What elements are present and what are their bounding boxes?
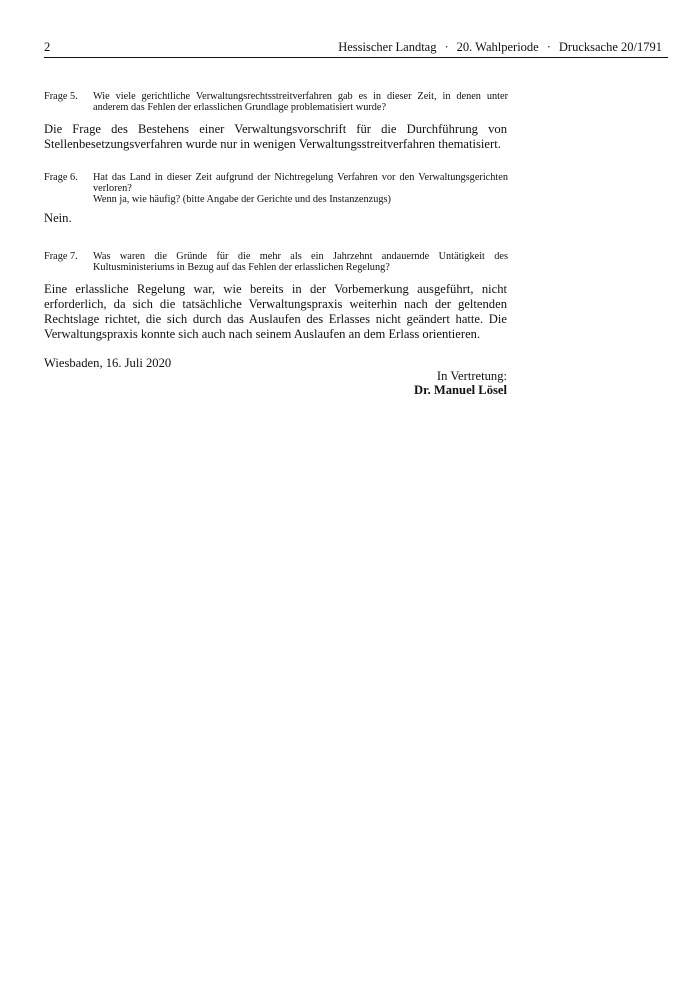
- question-text: Was waren die Gründe für die mehr als ein Jahrzehnt andauernde Untätigkeit des Kultusministeriums in Bezug auf das Fehlen der erlasslichen Regelung?: [93, 251, 508, 273]
- question-5: [44, 91, 508, 113]
- on-behalf-label: In Vertretung:: [436, 369, 507, 383]
- signatory-name: Dr. Manuel Lösel: [414, 383, 507, 397]
- electoral-period: 20. Wahlperiode: [456, 40, 539, 54]
- question-label: Frage 5.: [44, 91, 78, 102]
- signature-block: [300, 369, 507, 397]
- question-7: [44, 251, 508, 273]
- question-text-followup: Wenn ja, wie häufig? (bitte Angabe der Gerichte und des Instanzenzugs): [93, 194, 391, 205]
- place-date: Wiesbaden, 16. Juli 2020: [44, 356, 172, 370]
- printed-matter-number: Drucksache 20/1791: [558, 40, 662, 54]
- question-label: Frage 6.: [44, 172, 78, 183]
- answer-5: Die Frage des Bestehens einer Verwaltungsvorschrift für die Durchführung von Stellenbesetzungsverfahren wurde nur in wenigen Verwaltungsstreitverfahren thematisiert.: [44, 122, 507, 151]
- header-rule: [44, 57, 668, 58]
- question-text: Hat das Land in dieser Zeit aufgrund der Nichtregelung Verfahren vor den Verwaltungsgerichten verloren?: [93, 172, 508, 194]
- answer-7: Eine erlassliche Regelung war, wie bereits in der Vorbemerkung ausgeführt, nicht erforderlich, da sich die tatsächliche Verwaltungspraxis weiterhin nach der geltenden Rechtslage richtet, die sich durch das Auslaufen des Erlasses nicht geändert hatte. Die Verwaltungspraxis konnte sich auch nach seinem Auslaufen an dem Erlass orientieren.: [44, 282, 507, 341]
- header-separator: ·: [444, 40, 449, 54]
- header-separator: ·: [546, 40, 551, 54]
- question-label: Frage 7.: [44, 251, 78, 262]
- running-head: [338, 40, 662, 55]
- question-6: [44, 172, 508, 205]
- parliament-name: Hessischer Landtag: [338, 40, 437, 54]
- page-number: 2: [44, 40, 51, 54]
- answer-6: Nein.: [44, 211, 72, 225]
- page-header: [44, 40, 668, 58]
- question-text: Wie viele gerichtliche Verwaltungsrechtsstreitverfahren gab es in dieser Zeit, in denen unter anderem das Fehlen der erlasslichen Grundlage problematisiert wurde?: [93, 91, 508, 113]
